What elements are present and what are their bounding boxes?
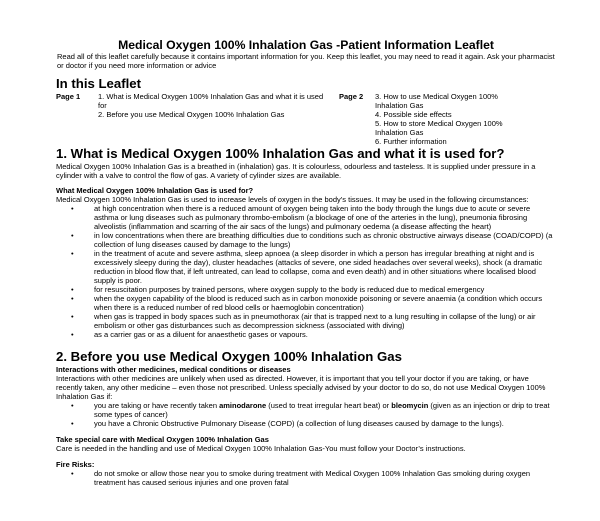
fire-risks-list — [56, 469, 556, 487]
intro-paragraph: Read all of this leaflet carefully because it contains important information for you. Keep this leaflet, you may need to read it again. Ask your pharmacist or doctor if you need more information or advice — [57, 52, 555, 70]
fire-risks-heading: Fire Risks: — [56, 460, 95, 469]
bullet-icon: • — [71, 312, 74, 321]
bullet-icon: • — [71, 204, 74, 213]
list-item: • when the oxygen capability of the blood is reduced such as in carbon monoxide poisoning or severe anaemia (a condition which occurs when there is a reduced number of red blood cells or haemoglobin concentration) — [71, 294, 543, 312]
leaflet-page — [56, 38, 556, 487]
uses-list — [56, 204, 556, 339]
list-item: • for resuscitation purposes by trained persons, where oxygen supply to the body is reduced due to medical emergency — [71, 285, 485, 294]
bullet-icon: • — [71, 401, 74, 410]
bullet-icon: • — [71, 285, 74, 294]
bullet-icon: • — [71, 231, 74, 240]
list-item: • as a carrier gas or as a diluent for anaesthetic gases or vapours. — [71, 330, 308, 339]
leaflet-title: Medical Oxygen 100% Inhalation Gas -Patient Information Leaflet — [118, 38, 494, 52]
bullet-icon: • — [71, 294, 74, 303]
contraindications-list — [56, 401, 556, 428]
page1-list — [98, 92, 324, 119]
page2-label: Page 2 — [339, 92, 364, 101]
bullet-icon: • — [71, 469, 74, 478]
toc-item: 3. How to use Medical Oxygen 100% Inhalation Gas — [375, 92, 498, 110]
toc-item: 4. Possible side effects — [375, 110, 452, 119]
toc-item: 2. Before you use Medical Oxygen 100% Inhalation Gas — [98, 110, 285, 119]
page2-list — [375, 92, 525, 146]
list-item: • you are taking or have recently taken aminodarone (used to treat irregular heart beat) or bleomycin (given as an injection or drip to treat some types of cancer) — [71, 401, 550, 419]
section1-subheading: What Medical Oxygen 100% Inhalation Gas is used for? — [56, 186, 254, 195]
bullet-icon: • — [71, 249, 74, 258]
contents-table — [56, 92, 556, 144]
list-item: • in low concentrations when there are breathing difficulties due to conditions such as chronic obstructive airways disease (COAD/COPD) (a collection of lung diseases caused by damage to the lungs) — [71, 231, 553, 249]
section2-subheading: Interactions with other medicines, medical conditions or diseases — [56, 365, 291, 374]
bullet-icon: • — [71, 330, 74, 339]
toc-item: 6. Further information — [375, 137, 447, 146]
list-item: • you have a Chronic Obstructive Pulmonary Disease (COPD) (a collection of lung diseases caused by damage to the lungs). — [71, 419, 504, 428]
list-item: • at high concentration when there is a reduced amount of oxygen being taken into the body through the lungs due to acute or severe asthma or lung diseases such as pulmonary thrombo-embolism (a blockage of one of the arteries in the lung), pneumonia fibrosing alveolistis (inflammation and scarring of the air sacs of the lungs) and pulmonary oedema (a disease affecting the heart) — [71, 204, 531, 231]
toc-item: 1. What is Medical Oxygen 100% Inhalation Gas and what it is used for — [98, 92, 324, 110]
special-care-body: Care is needed in the handling and use of Medical Oxygen 100% Inhalation Gas-You must follow your Doctor’s instructions. — [56, 444, 466, 453]
special-care-heading: Take special care with Medical Oxygen 100% Inhalation Gas — [56, 435, 269, 444]
bullet-icon: • — [71, 419, 74, 428]
list-item: • do not smoke or allow those near you to smoke during treatment with Medical Oxygen 100% Inhalation Gas smoking during oxygen treatment has caused serious injuries and one proven fatal — [71, 469, 531, 487]
list-item: • in the treatment of acute and severe asthma, sleep apnoea (a sleep disorder in which a person has irregular breathing at night and is excessively sleepy during the day), cluster headaches (attacks of severe, one sided headaches over several weeks), shock (a dramatic reduction in blood flow that, if left untreated, can lead to collapse, coma and even death) and in other situations where localised blood supply is poor. — [71, 249, 543, 285]
section2-heading: 2. Before you use Medical Oxygen 100% Inhalation Gas — [56, 349, 402, 364]
section1-sub-body: Medical Oxygen 100% Inhalation Gas is used to increase levels of oxygen in the body’s tissues. It may be used in the following circumstances: — [56, 195, 529, 204]
in-leaflet-heading: In this Leaflet — [56, 76, 141, 91]
list-item: • when gas is trapped in body spaces such as in pneumothorax (air that is trapped next to a lung resulting in collapse of the lung) or air embolism or other gas disturbances such as decompression sickness (associated with diving) — [71, 312, 536, 330]
page1-label: Page 1 — [56, 92, 81, 101]
section1-heading: 1. What is Medical Oxygen 100% Inhalation Gas and what it is used for? — [56, 146, 505, 161]
toc-item: 5. How to store Medical Oxygen 100% Inhalation Gas — [375, 119, 503, 137]
section1-body: Medical Oxygen 100% Inhalation Gas is a breathed in (inhalation) gas. It is colourless, odourless and tasteless. It is supplied under pressure in a cylinder with a valve to control the flow of gas. A variety of cylinder sizes are available. — [56, 162, 536, 180]
section2-body: Interactions with other medicines are unlikely when used as directed. However, it is important that you tell your doctor if you are taking, or have recently taken, any other medicine – even those not prescribed. Unless specially advised by your doctor to do so, do not use Medical Oxygen 100% Inhalation Gas if: — [56, 374, 546, 401]
